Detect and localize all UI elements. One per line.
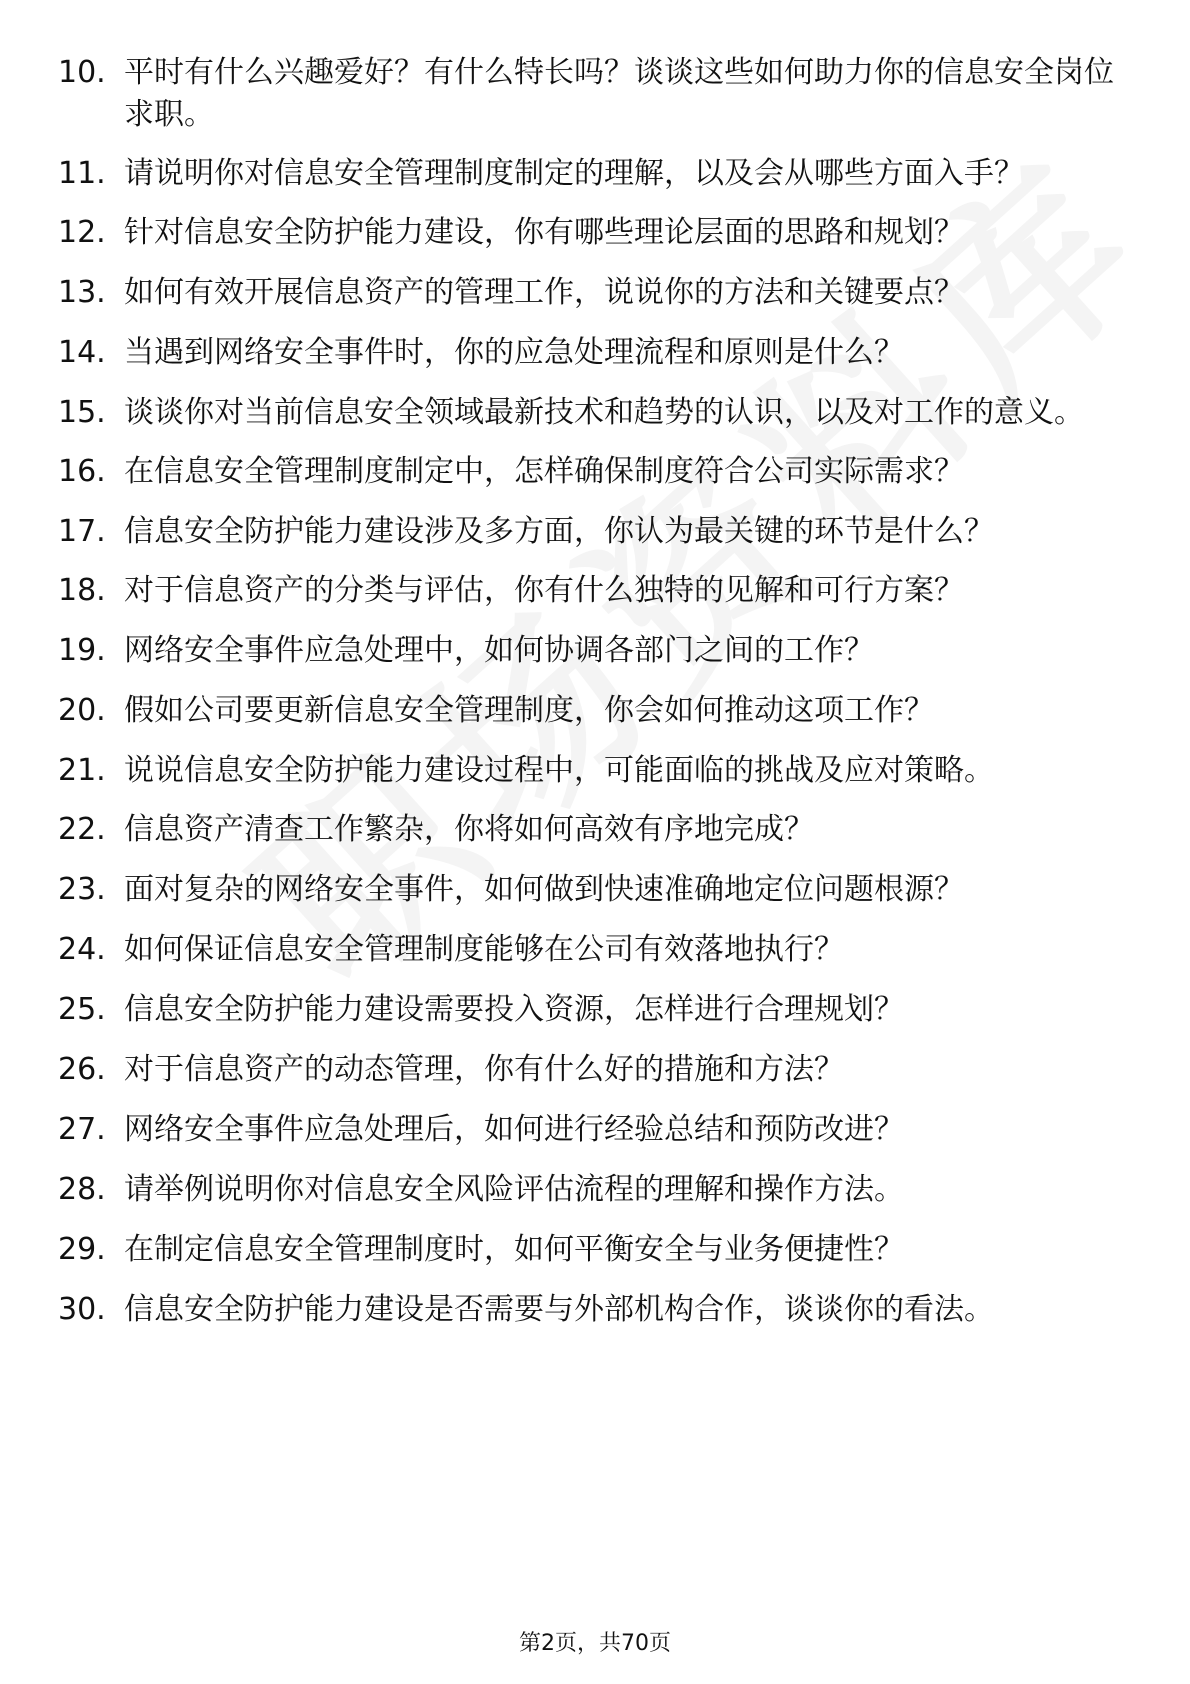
question-number: 28. [58, 1172, 106, 1207]
question-item [58, 1049, 1118, 1091]
question-number: 17. [58, 514, 106, 549]
question-number: 19. [58, 633, 106, 668]
question-number: 25. [58, 992, 106, 1027]
question-text: 请举例说明你对信息安全风险评估流程的理解和操作方法。 [124, 1172, 904, 1207]
question-item [58, 332, 1118, 374]
question-item [58, 1109, 1118, 1151]
question-number: 29. [58, 1232, 106, 1267]
question-text: 网络安全事件应急处理中，如何协调各部门之间的工作？ [124, 633, 874, 668]
page-footer: 第2页，共70页 [519, 1631, 671, 1656]
question-number: 15. [58, 395, 106, 430]
question-item [58, 272, 1118, 314]
question-number: 26. [58, 1052, 106, 1087]
question-item [58, 570, 1118, 612]
question-item [58, 690, 1118, 732]
question-number: 24. [58, 932, 106, 967]
question-item [58, 750, 1118, 792]
question-item [58, 511, 1118, 553]
question-text: 在制定信息安全管理制度时，如何平衡安全与业务便捷性？ [124, 1232, 904, 1267]
question-text: 面对复杂的网络安全事件，如何做到快速准确地定位问题根源？ [124, 872, 964, 907]
question-text: 对于信息资产的动态管理，你有什么好的措施和方法？ [124, 1052, 844, 1087]
question-text: 说说信息安全防护能力建设过程中，可能面临的挑战及应对策略。 [124, 753, 994, 788]
question-item [58, 451, 1118, 493]
question-list [58, 52, 1118, 1348]
question-item [58, 989, 1118, 1031]
question-number: 10. [58, 55, 106, 90]
question-text: 请说明你对信息安全管理制度制定的理解，以及会从哪些方面入手？ [124, 156, 1024, 191]
question-text: 平时有什么兴趣爱好？有什么特长吗？谈谈这些如何助力你的信息安全岗位求职。 [124, 55, 1114, 132]
question-item [58, 392, 1118, 434]
question-number: 21. [58, 753, 106, 788]
question-text: 如何有效开展信息资产的管理工作，说说你的方法和关键要点？ [124, 275, 964, 310]
question-number: 27. [58, 1112, 106, 1147]
question-text: 在信息安全管理制度制定中，怎样确保制度符合公司实际需求？ [124, 454, 964, 489]
question-text: 针对信息安全防护能力建设，你有哪些理论层面的思路和规划？ [124, 215, 964, 250]
question-number: 20. [58, 693, 106, 728]
question-text: 假如公司要更新信息安全管理制度，你会如何推动这项工作？ [124, 693, 934, 728]
question-number: 12. [58, 215, 106, 250]
question-text: 信息安全防护能力建设是否需要与外部机构合作，谈谈你的看法。 [124, 1292, 994, 1327]
question-number: 16. [58, 454, 106, 489]
question-item [58, 1229, 1118, 1271]
question-text: 如何保证信息安全管理制度能够在公司有效落地执行？ [124, 932, 844, 967]
question-number: 23. [58, 872, 106, 907]
question-item [58, 630, 1118, 672]
question-text: 网络安全事件应急处理后，如何进行经验总结和预防改进？ [124, 1112, 904, 1147]
question-text: 信息资产清查工作繁杂，你将如何高效有序地完成？ [124, 812, 814, 847]
question-item [58, 52, 1118, 136]
question-item [58, 212, 1118, 254]
question-number: 30. [58, 1292, 106, 1327]
question-text: 当遇到网络安全事件时，你的应急处理流程和原则是什么？ [124, 335, 904, 370]
question-item [58, 1289, 1118, 1331]
question-text: 信息安全防护能力建设需要投入资源，怎样进行合理规划？ [124, 992, 904, 1027]
question-text: 信息安全防护能力建设涉及多方面，你认为最关键的环节是什么？ [124, 514, 994, 549]
question-item [58, 153, 1118, 195]
question-item [58, 869, 1118, 911]
question-text: 对于信息资产的分类与评估，你有什么独特的见解和可行方案？ [124, 573, 964, 608]
question-text: 谈谈你对当前信息安全领域最新技术和趋势的认识，以及对工作的意义。 [124, 395, 1084, 430]
question-number: 18. [58, 573, 106, 608]
question-number: 14. [58, 335, 106, 370]
question-number: 13. [58, 275, 106, 310]
question-item [58, 1169, 1118, 1211]
question-item [58, 929, 1118, 971]
question-number: 11. [58, 156, 106, 191]
question-number: 22. [58, 812, 106, 847]
question-item [58, 809, 1118, 851]
